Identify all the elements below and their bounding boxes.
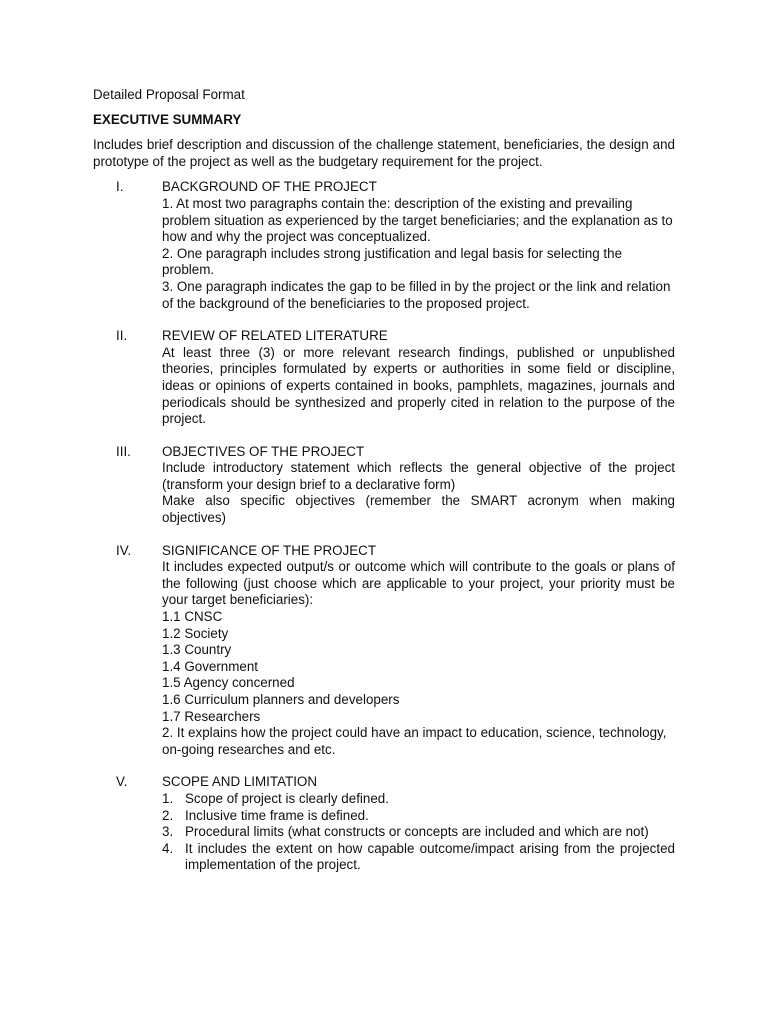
- section-number: III.: [116, 443, 131, 459]
- list-item: 1.3 Country: [162, 642, 232, 658]
- list-item-text: Scope of project is clearly defined.: [185, 790, 389, 806]
- section-scope-and-limitation: [93, 774, 675, 874]
- executive-summary-text: Includes brief description and discussion of the challenge statement, beneficiaries, the design and prototype of the project as well as the budgetary requirement for the project.: [93, 137, 675, 169]
- executive-summary-heading: EXECUTIVE SUMMARY: [93, 111, 242, 127]
- list-item: 1.1 CNSC: [162, 609, 223, 625]
- section-significance: [93, 543, 675, 759]
- list-number: 1.: [162, 790, 174, 806]
- section-number: II.: [116, 328, 128, 344]
- document-page: [93, 87, 675, 890]
- list-item: 1.2 Society: [162, 625, 229, 641]
- section-paragraph: At least three (3) or more relevant research findings, published or unpublished theories, principles formulated by experts or authorities in some field or discipline, ideas or opinions of experts contained in books, pamphlets, magazines, journals and periodicals should be synthesized and properly cited in relation to the purpose of the project.: [162, 344, 675, 427]
- section-paragraph: 2. It explains how the project could have an impact to education, science, technology, on-going researches and etc.: [162, 725, 667, 757]
- list-number: 3.: [162, 824, 174, 840]
- section-number: I.: [116, 179, 124, 195]
- section-paragraph: 1. At most two paragraphs contain the: description of the existing and prevailing problem situation as experienced by the target beneficiaries; and the explanation as to: [162, 195, 673, 228]
- section-title: REVIEW OF RELATED LITERATURE: [162, 328, 388, 344]
- list-item: 1.6 Curriculum planners and developers: [162, 692, 400, 707]
- section-paragraph: how and why the project was conceptualized.: [162, 229, 431, 245]
- list-item-text: Procedural limits (what constructs or concepts are included and which are not): [185, 824, 649, 840]
- list-item: 1.5 Agency concerned: [162, 675, 295, 691]
- list-number: 4.: [162, 840, 174, 856]
- section-objectives: [93, 444, 675, 527]
- section-paragraph: Make also specific objectives (remember the SMART acronym when making objectives): [162, 493, 675, 526]
- scope-list: [162, 791, 675, 874]
- list-item: [162, 841, 675, 874]
- section-number: V.: [116, 774, 128, 790]
- list-item: 1.4 Government: [162, 658, 259, 674]
- section-title: OBJECTIVES OF THE PROJECT: [162, 443, 365, 459]
- section-review-of-literature: [93, 328, 675, 428]
- list-item: [162, 791, 675, 808]
- section-title: SCOPE AND LIMITATION: [162, 774, 318, 790]
- list-item: 1.7 Researchers: [162, 708, 261, 724]
- list-item: [162, 824, 675, 841]
- list-number: 2.: [162, 807, 174, 823]
- document-title: Detailed Proposal Format: [93, 87, 245, 102]
- list-item-text: It includes the extent on how capable outcome/impact arising from the projected implementation of the project.: [185, 840, 675, 873]
- section-paragraph: 3. One paragraph indicates the gap to be filled in by the project or the link and relation of the background of the beneficiaries to the proposed project.: [162, 278, 671, 311]
- section-paragraph: It includes expected output/s or outcome which will contribute to the goals or plans of the following (just choose which are applicable to your project, your priority must be your target beneficiaries):: [162, 559, 675, 608]
- section-background: [93, 179, 675, 312]
- section-title: SIGNIFICANCE OF THE PROJECT: [162, 542, 377, 558]
- section-paragraph: Include introductory statement which reflects the general objective of the project (transform your design brief to a declarative form): [162, 460, 675, 492]
- list-item: [162, 808, 675, 825]
- section-paragraph: 2. One paragraph includes strong justification and legal basis for selecting the problem.: [162, 245, 623, 278]
- section-number: IV.: [116, 542, 132, 558]
- section-title: BACKGROUND OF THE PROJECT: [162, 179, 377, 195]
- list-item-text: Inclusive time frame is defined.: [185, 807, 369, 823]
